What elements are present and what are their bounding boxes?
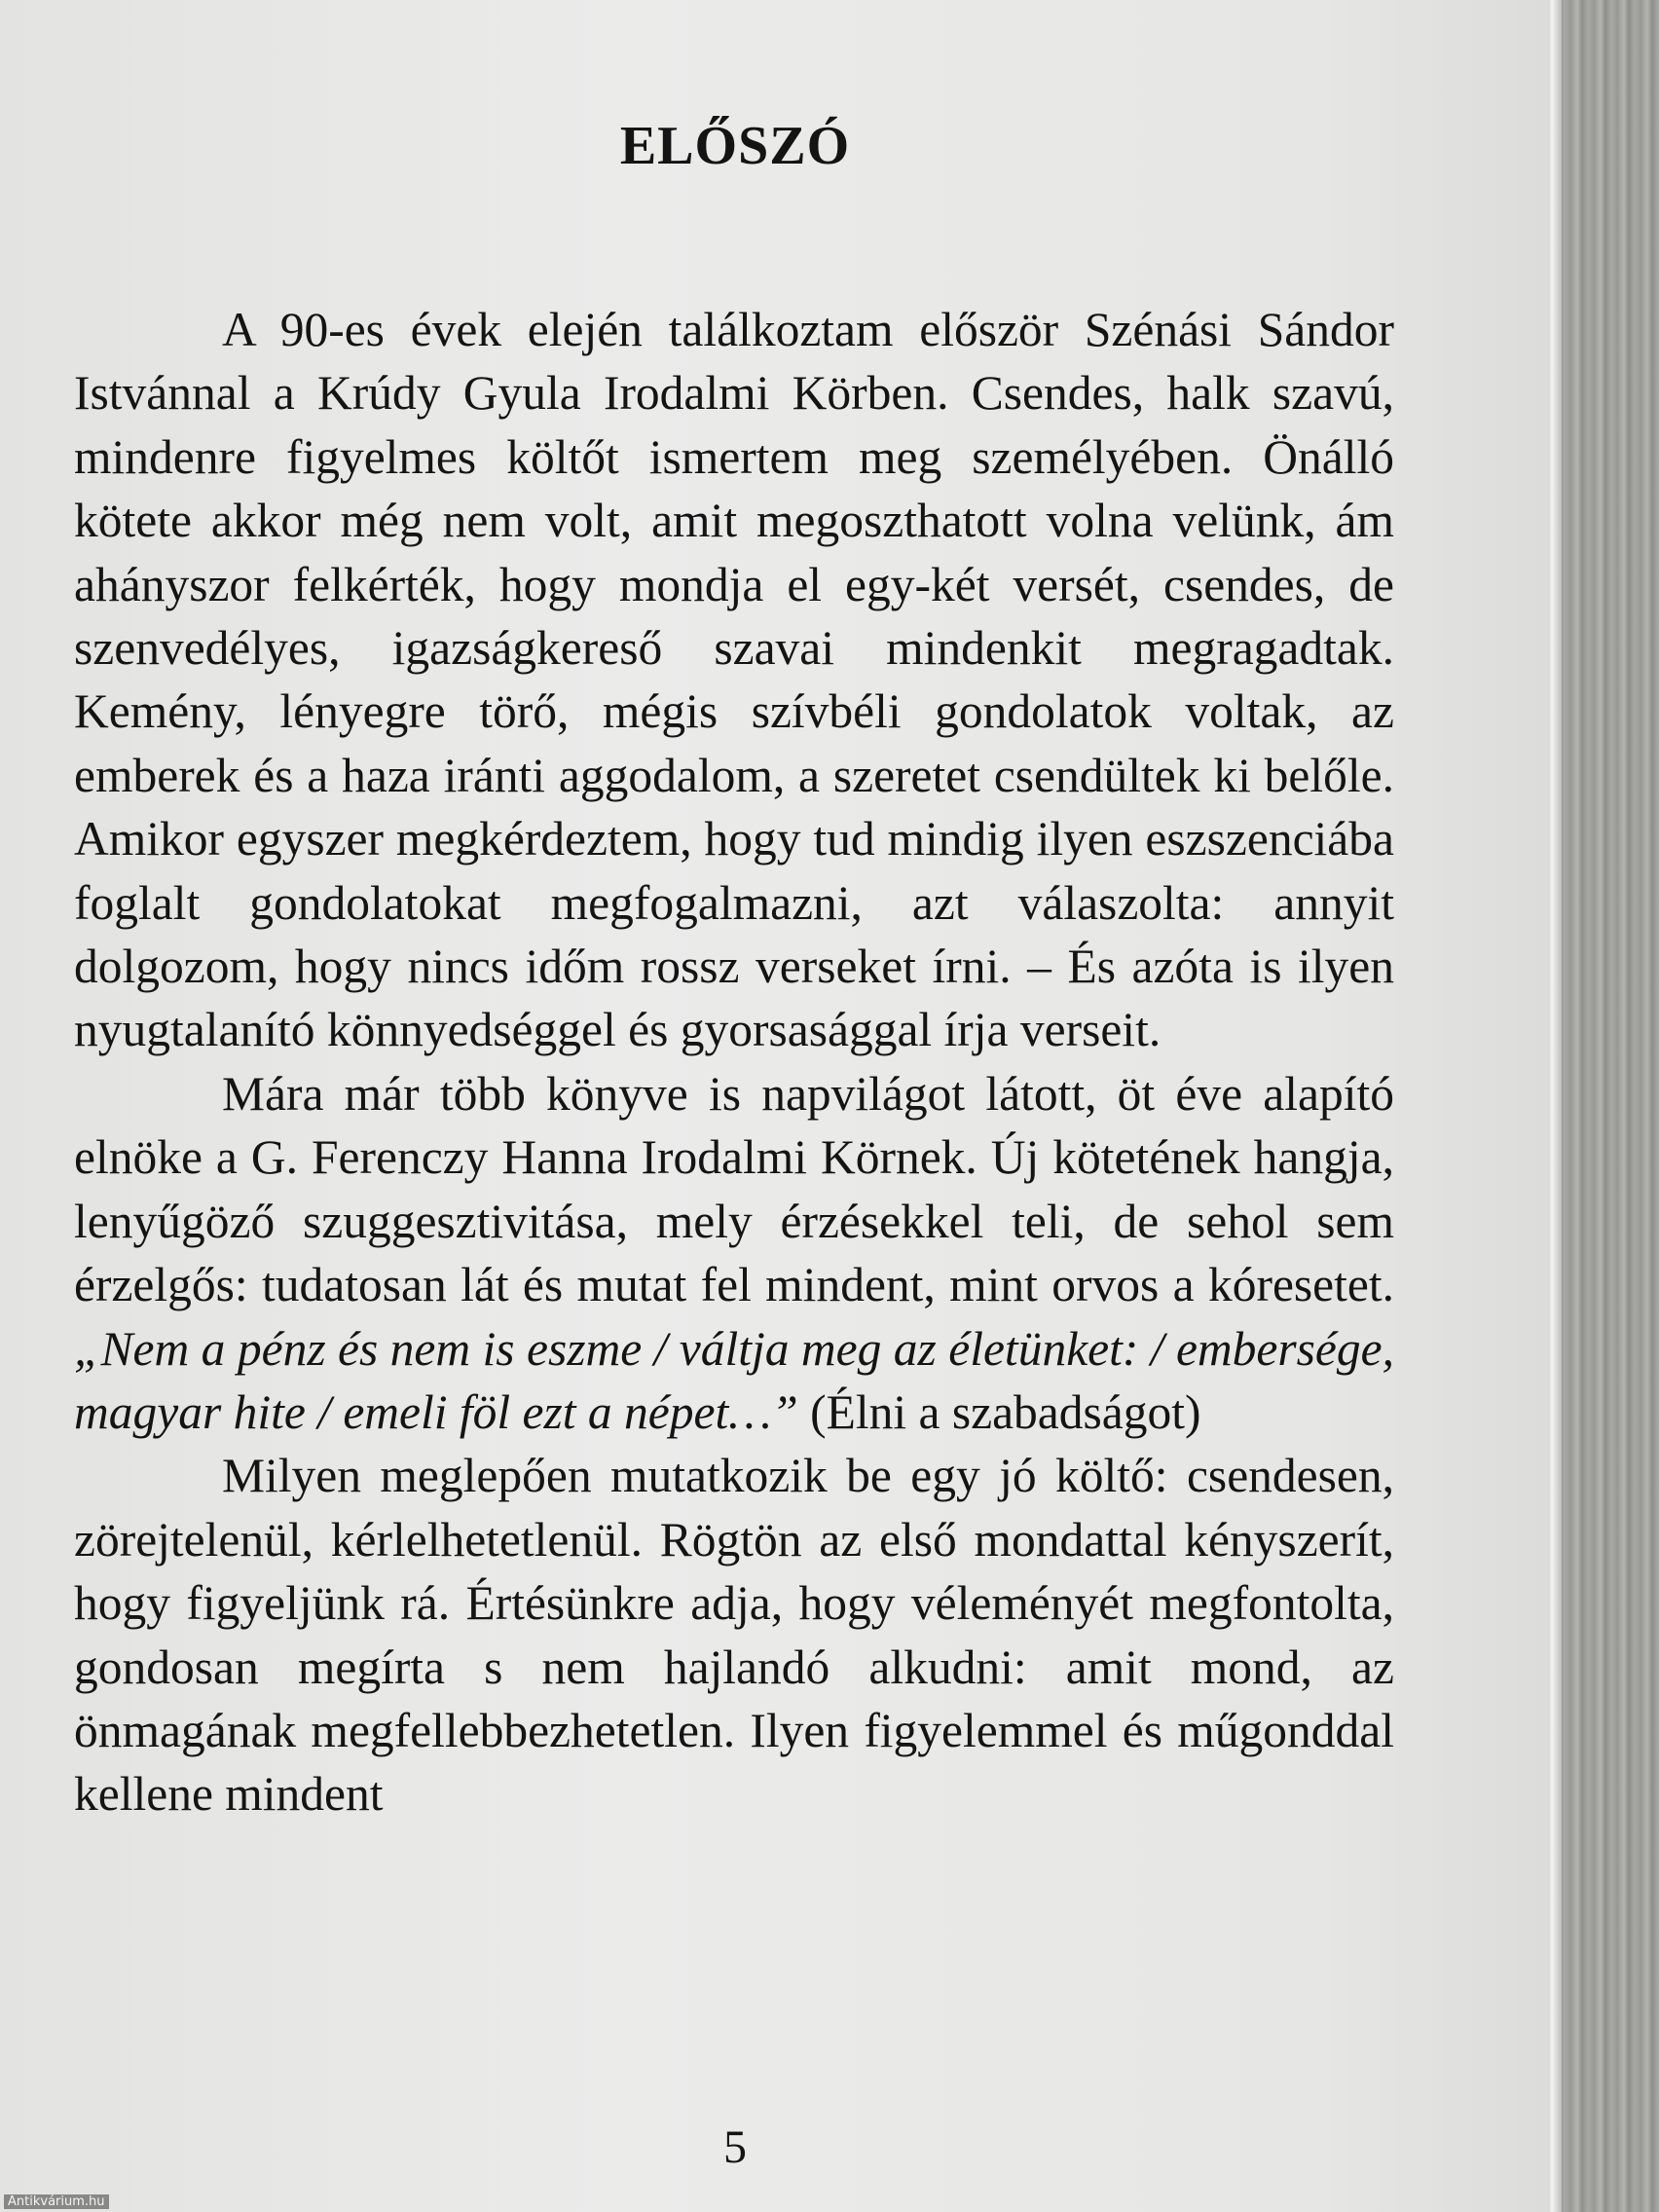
- paragraph-1-text: A 90-es évek elején találkoztam először Szénási Sándor Istvánnal a Krúdy Gyula Irodalmi Körben. Csendes, halk szavú, mindenre figyelmes költőt ismertem meg személyében. Önálló kötete akkor még nem volt, amit megoszthatott volna velünk, ám ahányszor felkérték, hogy mondja el egy-két versét, csendes, de szenvedélyes, igazságkereső szavai mindenkit megragadtak. Kemény, lényegre törő, mégis szívbéli gondolatok voltak, az emberek és a haza iránti aggodalom, a szeretet csendültek ki belőle. Amikor egyszer megkérdeztem, hogy tud mindig ilyen eszszenciába foglalt gondolatokat megfogalmazni, azt válaszolta: annyit dolgozom, hogy nincs időm rossz verseket írni. – És azóta is ilyen nyugtalanító könnyedséggel és gyorsasággal írja verseit.: [74, 303, 1394, 1057]
- paragraph-3-text: Milyen meglepően mutatkozik be egy jó költő: csendesen, zörejtelenül, kérlelhetetlenül. Rögtön az első mondattal kényszerít, hogy figyeljünk rá. Értésünkre adja, hogy véleményét megfontolta, gondosan megírta s nem hajlandó alkudni: amit mond, az önmagának megfellebbezhetetlen. Ilyen figyelemmel és műgonddal kellene mindent: [74, 1449, 1394, 1822]
- page-title: ELŐSZÓ: [619, 116, 851, 176]
- background-surface: [1548, 0, 1659, 2212]
- paragraph-2-text: Mára már több könyve is napvilágot látott, öt éve alapító elnöke a G. Ferenczy Hanna Irodalmi Körnek. Új kötetének hangja, lenyűgöző szuggesztivitása, mely érzésekkel teli, de sehol sem érzelgős: tudatosan lát és mutat fel mindent, mint orvos a kóresetet.: [74, 1066, 1394, 1312]
- quote-source: (Élni a szabadságot): [797, 1384, 1201, 1439]
- body-text: [74, 298, 1394, 1826]
- poem-quote: „Nem a pénz és nem is eszme / váltja meg az életünket: / embersége, magyar hite / emeli föl ezt a népet…”: [74, 1321, 1394, 1439]
- paragraph-3: [74, 1444, 1394, 1825]
- page-number: 5: [723, 2121, 747, 2173]
- watermark: Antikvárium.hu: [4, 2194, 109, 2209]
- paragraph-1: [74, 298, 1394, 1062]
- paragraph-2: [74, 1062, 1394, 1444]
